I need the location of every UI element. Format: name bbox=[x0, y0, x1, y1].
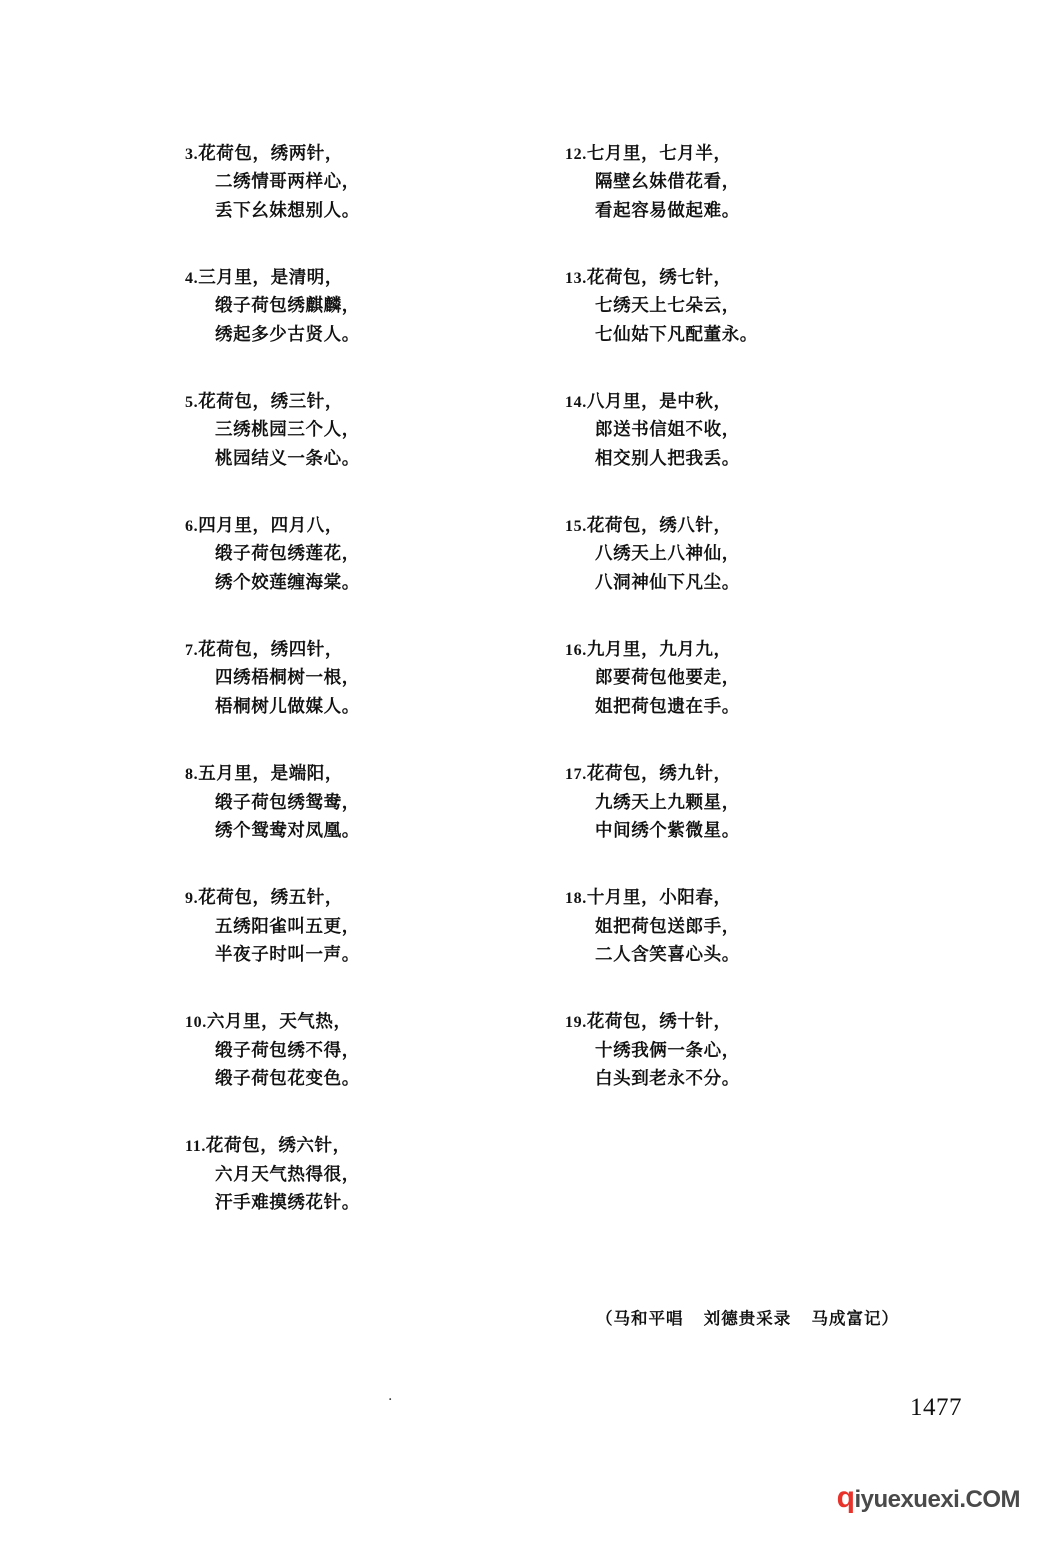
verse-line-text: 四月里，四月八， bbox=[198, 516, 344, 537]
verse-line bbox=[185, 445, 565, 473]
verse-line-text: 绣个姣莲缠海棠。 bbox=[215, 572, 360, 593]
verse-line bbox=[565, 321, 945, 349]
verse-line-text: 缎子荷包绣鸳鸯， bbox=[215, 792, 360, 813]
verse-line bbox=[565, 168, 945, 196]
verse-line-text: 缎子荷包绣不得， bbox=[215, 1040, 360, 1061]
verse-line bbox=[565, 1037, 945, 1065]
verse-line-text: 绣个鸳鸯对凤凰。 bbox=[215, 820, 360, 841]
verse-line-text: 桃园结义一条心。 bbox=[215, 448, 360, 469]
verse-line-text: 缎子荷包花变色。 bbox=[215, 1068, 360, 1089]
stanza-number: 3. bbox=[185, 146, 199, 163]
verse-line-text: 十月里，小阳春， bbox=[586, 888, 732, 909]
verse-line bbox=[565, 569, 945, 597]
verse-line-text: 白头到老永不分。 bbox=[595, 1068, 740, 1089]
verse-line bbox=[565, 693, 945, 721]
verse-line-text: 九月里，九月九， bbox=[586, 640, 732, 661]
verse-line bbox=[185, 817, 565, 845]
verse-line bbox=[185, 1008, 565, 1036]
stanza-number: 12. bbox=[565, 146, 587, 163]
verse-stanza bbox=[565, 760, 945, 845]
verse-line bbox=[185, 760, 565, 788]
verse-stanza bbox=[185, 388, 565, 473]
stanza-number: 14. bbox=[565, 394, 587, 412]
verse-line bbox=[185, 321, 565, 349]
credit-line: （马和平唱 刘德贵采录 马成富记） bbox=[596, 1309, 899, 1328]
stanza-number: 11. bbox=[185, 1138, 206, 1156]
verse-line bbox=[185, 941, 565, 969]
verse-line bbox=[185, 512, 565, 540]
verse-line bbox=[565, 140, 945, 168]
verse-line bbox=[565, 292, 945, 320]
verse-line-text: 花荷包，绣两针， bbox=[198, 144, 344, 164]
verse-line bbox=[565, 760, 945, 788]
stanza-number: 6. bbox=[185, 518, 199, 536]
verse-line-text: 郎送书信姐不收， bbox=[595, 420, 740, 441]
verse-line-text: 花荷包，绣六针， bbox=[205, 1136, 351, 1157]
verse-line bbox=[185, 1037, 565, 1065]
verse-line bbox=[565, 416, 945, 444]
verse-line-text: 四绣梧桐树一根， bbox=[215, 668, 360, 689]
verse-line bbox=[185, 913, 565, 941]
two-column-body bbox=[185, 140, 945, 1256]
verse-line bbox=[565, 941, 945, 969]
site-watermark bbox=[812, 1455, 1020, 1542]
watermark-text: iyuexuexi.COM bbox=[854, 1486, 1020, 1513]
page-number: 1477 bbox=[910, 1394, 962, 1421]
verse-line bbox=[185, 292, 565, 320]
verse-line bbox=[565, 817, 945, 845]
verse-line bbox=[185, 140, 565, 168]
stanza-number: 4. bbox=[185, 270, 199, 288]
stanza-number: 16. bbox=[565, 642, 587, 660]
verse-line-text: 半夜子时叫一声。 bbox=[215, 944, 360, 965]
verse-line-text: 十绣我俩一条心， bbox=[595, 1040, 740, 1061]
verse-line bbox=[185, 789, 565, 817]
verse-line bbox=[565, 388, 945, 416]
verse-line-text: 花荷包，绣三针， bbox=[198, 392, 344, 413]
verse-line-text: 隔壁幺妹借花看， bbox=[595, 172, 740, 193]
verse-line-text: 七月里，七月半， bbox=[586, 144, 732, 164]
verse-line bbox=[185, 664, 565, 692]
verse-line-text: 九绣天上九颗星， bbox=[595, 792, 740, 813]
right-column bbox=[565, 140, 945, 1256]
verse-line-text: 缎子荷包绣麒麟， bbox=[215, 296, 360, 317]
verse-line-text: 绣起多少古贤人。 bbox=[215, 324, 360, 345]
stanza-number: 7. bbox=[185, 642, 199, 660]
verse-line bbox=[565, 512, 945, 540]
stanza-number: 8. bbox=[185, 766, 199, 784]
verse-line-text: 五绣阳雀叫五更， bbox=[215, 916, 360, 937]
verse-stanza bbox=[185, 1008, 565, 1093]
verse-line bbox=[185, 1065, 565, 1093]
verse-line-text: 梧桐树儿做媒人。 bbox=[215, 696, 360, 717]
verse-line-text: 七绣天上七朵云， bbox=[595, 296, 740, 317]
center-mark: · bbox=[388, 1392, 393, 1408]
verse-line bbox=[185, 1132, 565, 1160]
verse-stanza bbox=[565, 140, 945, 225]
verse-line bbox=[565, 445, 945, 473]
verse-line bbox=[185, 416, 565, 444]
verse-stanza bbox=[185, 884, 565, 969]
verse-line-text: 缎子荷包绣莲花， bbox=[215, 544, 360, 565]
verse-line bbox=[185, 569, 565, 597]
verse-line-text: 中间绣个紫微星。 bbox=[595, 820, 740, 841]
stanza-number: 19. bbox=[565, 1014, 587, 1032]
verse-line bbox=[565, 789, 945, 817]
verse-line-text: 二绣情哥两样心， bbox=[215, 172, 360, 193]
verse-stanza bbox=[565, 512, 945, 597]
verse-line-text: 花荷包，绣八针， bbox=[586, 516, 732, 537]
verse-line bbox=[565, 197, 945, 225]
verse-stanza bbox=[565, 264, 945, 349]
verse-line bbox=[185, 693, 565, 721]
verse-stanza bbox=[185, 760, 565, 845]
verse-stanza bbox=[185, 636, 565, 721]
verse-line-text: 相交别人把我丢。 bbox=[595, 448, 740, 469]
verse-line-text: 二人含笑喜心头。 bbox=[595, 944, 740, 965]
stanza-number: 9. bbox=[185, 890, 199, 908]
verse-line-text: 七仙姑下凡配董永。 bbox=[595, 324, 758, 345]
verse-line-text: 丢下幺妹想别人。 bbox=[215, 200, 360, 221]
verse-stanza bbox=[185, 512, 565, 597]
verse-stanza bbox=[565, 636, 945, 721]
verse-line-text: 汗手难摸绣花针。 bbox=[215, 1192, 360, 1213]
verse-line-text: 花荷包，绣四针， bbox=[198, 640, 344, 661]
verse-line-text: 三月里，是清明， bbox=[198, 268, 344, 289]
verse-line bbox=[565, 540, 945, 568]
verse-stanza bbox=[185, 1132, 565, 1217]
verse-line-text: 八绣天上八神仙， bbox=[595, 544, 740, 565]
stanza-number: 15. bbox=[565, 518, 587, 536]
verse-line bbox=[185, 197, 565, 225]
verse-line bbox=[565, 664, 945, 692]
watermark-initial: q bbox=[836, 1481, 855, 1514]
verse-line bbox=[565, 636, 945, 664]
verse-line-text: 姐把荷包遗在手。 bbox=[595, 696, 740, 717]
verse-stanza bbox=[185, 264, 565, 349]
verse-line-text: 六月里，天气热， bbox=[206, 1012, 352, 1033]
verse-line-text: 六月天气热得很， bbox=[215, 1164, 360, 1185]
verse-line-text: 八月里，是中秋， bbox=[586, 392, 732, 413]
verse-line-text: 花荷包，绣十针， bbox=[586, 1012, 732, 1033]
stanza-number: 17. bbox=[565, 766, 587, 784]
stanza-number: 18. bbox=[565, 890, 587, 908]
verse-line bbox=[185, 1161, 565, 1189]
verse-line bbox=[185, 264, 565, 292]
verse-line bbox=[565, 1008, 945, 1036]
verse-line bbox=[185, 1189, 565, 1217]
verse-line-text: 八洞神仙下凡尘。 bbox=[595, 572, 740, 593]
verse-line bbox=[185, 636, 565, 664]
verse-line-text: 三绣桃园三个人， bbox=[215, 420, 360, 441]
verse-line bbox=[565, 264, 945, 292]
verse-line-text: 五月里，是端阳， bbox=[198, 764, 344, 785]
verse-line bbox=[185, 388, 565, 416]
stanza-number: 5. bbox=[185, 394, 199, 412]
verse-line bbox=[565, 913, 945, 941]
verse-line-text: 看起容易做起难。 bbox=[595, 200, 740, 221]
stanza-number: 13. bbox=[565, 270, 587, 288]
left-column bbox=[185, 140, 565, 1256]
verse-stanza bbox=[565, 1008, 945, 1093]
verse-line bbox=[185, 168, 565, 196]
verse-stanza bbox=[185, 140, 565, 225]
verse-line-text: 花荷包，绣九针， bbox=[586, 764, 732, 785]
verse-line bbox=[185, 540, 565, 568]
stanza-number: 10. bbox=[185, 1014, 207, 1032]
verse-stanza bbox=[565, 884, 945, 969]
verse-line-text: 姐把荷包送郎手， bbox=[595, 916, 740, 937]
verse-line bbox=[565, 1065, 945, 1093]
verse-line-text: 郎要荷包他要走， bbox=[595, 668, 740, 689]
verse-line bbox=[565, 884, 945, 912]
verse-line bbox=[185, 884, 565, 912]
verse-stanza bbox=[565, 388, 945, 473]
verse-line-text: 花荷包，绣五针， bbox=[198, 888, 344, 909]
verse-line-text: 花荷包，绣七针， bbox=[586, 268, 732, 289]
